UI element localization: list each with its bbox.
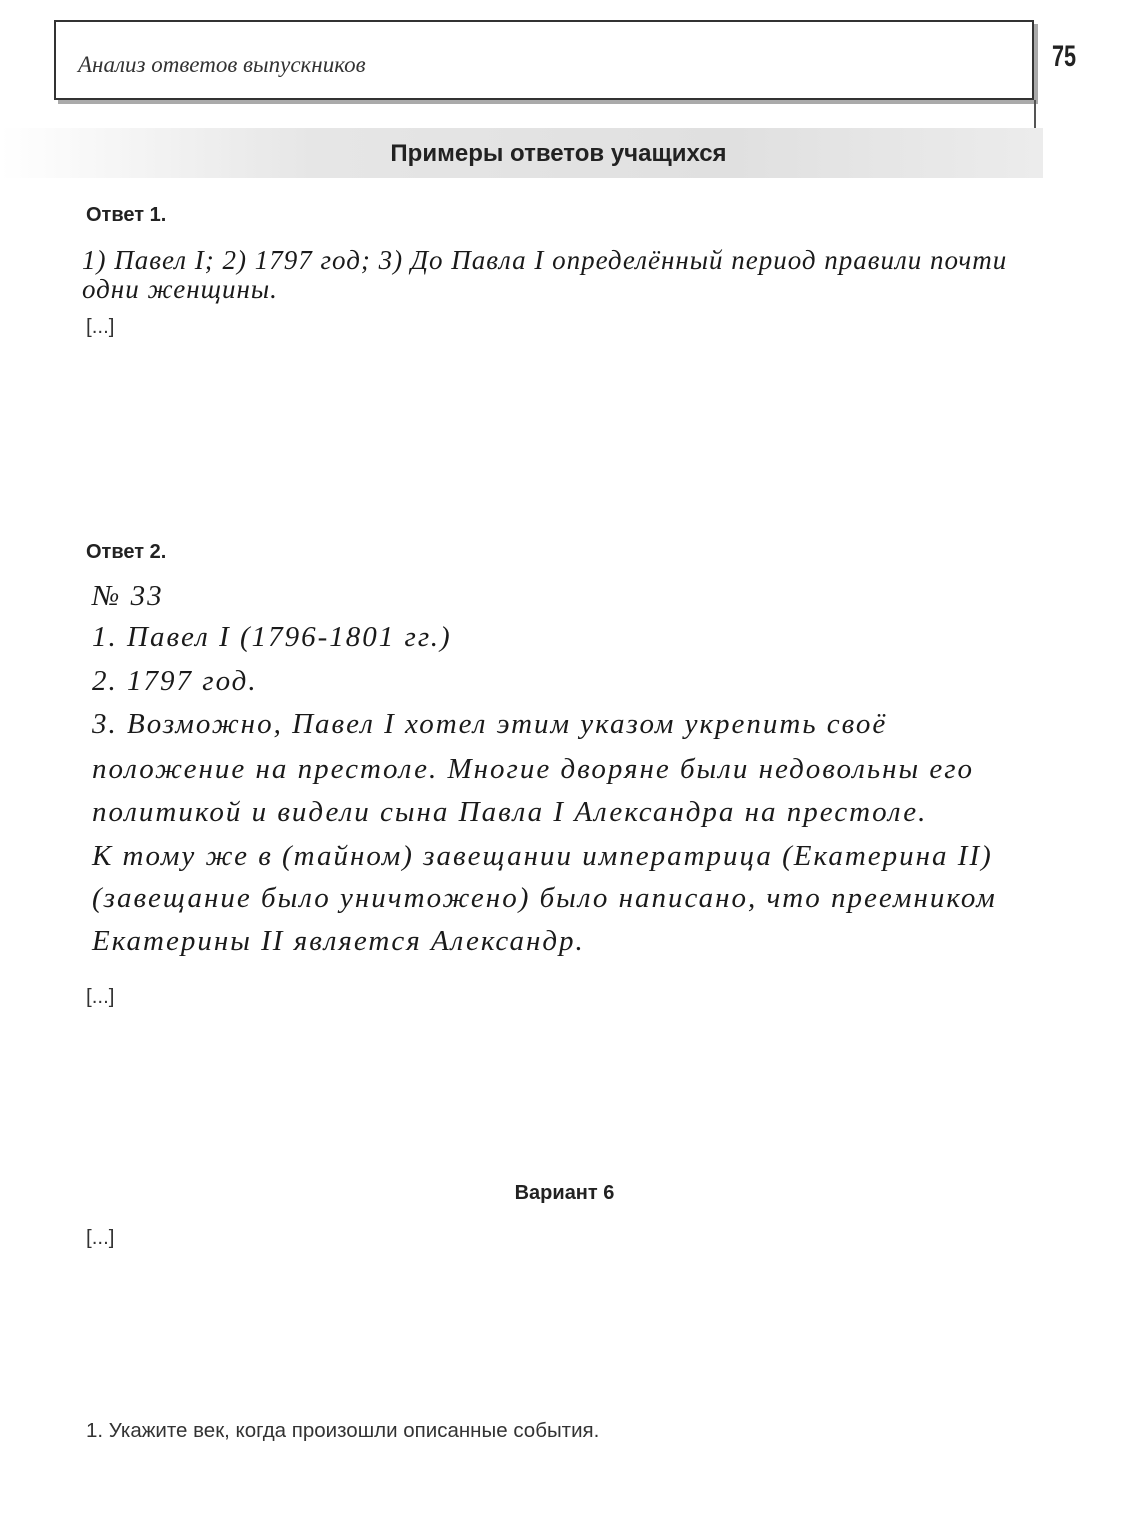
answer-1-handwriting-line: одни женщины. bbox=[82, 274, 278, 304]
question-1: 1. Укажите век, когда произошли описанные события. bbox=[86, 1419, 600, 1442]
answer-1-commentary: [...] bbox=[86, 315, 115, 338]
answer-2-handwriting-line: К тому же в (тайном) завещании императрица (Екатерина II) bbox=[92, 840, 993, 872]
variant-text: [...] bbox=[86, 1226, 115, 1249]
page-number: 75 bbox=[1052, 40, 1077, 73]
answer-2-label: Ответ 2. bbox=[86, 541, 167, 563]
variant-title: Вариант 6 bbox=[514, 1182, 615, 1204]
answer-2-handwriting-line: положение на престоле. Многие дворяне были недовольны его bbox=[92, 753, 975, 785]
answer-2-handwriting-line: (завещание было уничтожено) было написано, что преемником bbox=[92, 882, 997, 914]
answer-2-handwriting-line: 3. Возможно, Павел I хотел этим указом укрепить своё bbox=[92, 708, 888, 740]
answer-1-label: Ответ 1. bbox=[86, 204, 167, 226]
answer-2-handwriting-line: 2. 1797 год. bbox=[92, 665, 258, 697]
answer-2-handwriting-line: № 33 bbox=[92, 580, 164, 612]
answer-2-handwriting-line: политикой и видели сына Павла I Александра на престоле. bbox=[92, 796, 928, 828]
answer-2-handwriting-line: Екатерины II является Александр. bbox=[92, 925, 585, 957]
answer-1-handwriting-line: 1) Павел I; 2) 1797 год; 3) До Павла I определённый период правили почти bbox=[82, 245, 1008, 275]
header-rule bbox=[1034, 100, 1036, 128]
section-title: Примеры ответов учащихся bbox=[390, 140, 727, 167]
answer-2-handwriting-line: 1. Павел I (1796-1801 гг.) bbox=[92, 621, 452, 653]
running-header bbox=[54, 20, 1034, 100]
answer-2-commentary: [...] bbox=[86, 985, 115, 1008]
running-header-title: Анализ ответов выпускников bbox=[78, 52, 366, 77]
